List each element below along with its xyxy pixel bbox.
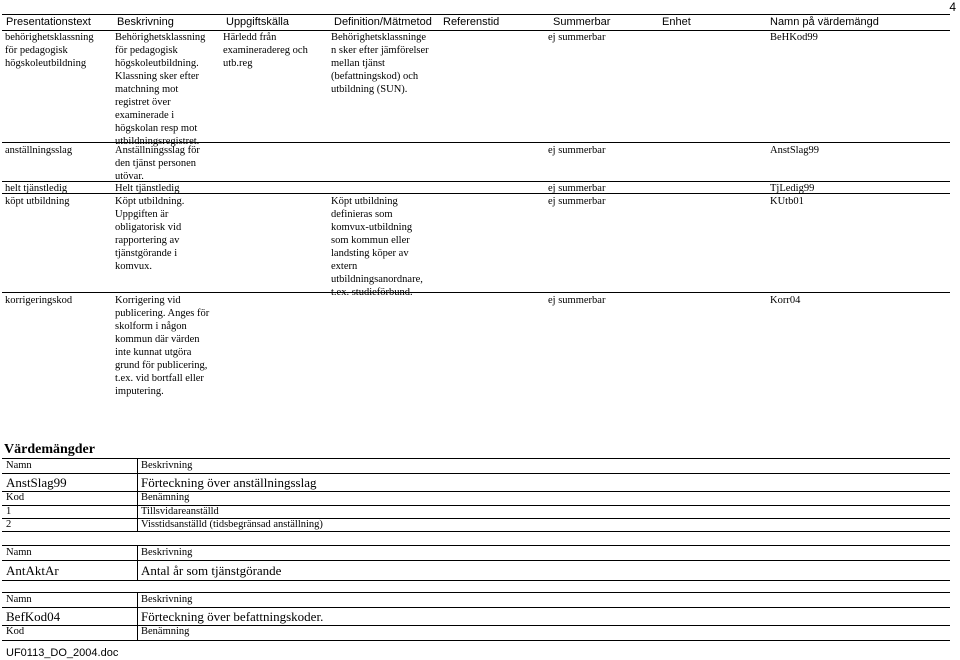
cell-beskrivning: Helt tjänstledig: [115, 183, 180, 194]
code-name: Tillsvidareanställd: [141, 506, 219, 517]
table-row: [2, 492, 950, 506]
table-row: [2, 593, 950, 608]
namn-label: Namn: [6, 594, 32, 605]
namn-label: Namn: [6, 547, 32, 558]
cell-beskrivning: Anställningsslag för den tjänst personen utövar.: [115, 145, 200, 182]
header-uppgiftskalla: Uppgiftskälla: [226, 16, 289, 28]
vardemangd-table: [2, 545, 950, 578]
table-row: [2, 608, 950, 626]
header-summerbar: Summerbar: [553, 16, 611, 28]
code-name: Visstidsanställd (tidsbegränsad anställning): [141, 519, 323, 530]
beskrivning-label: Beskrivning: [141, 460, 193, 471]
namn-label: Namn: [6, 460, 32, 471]
row-divider: [2, 292, 950, 293]
table-row: [2, 459, 950, 474]
benamning-label: Benämning: [141, 492, 190, 503]
benamning-label: Benämning: [141, 626, 190, 637]
vardemangd-name: AntAktAr: [6, 563, 59, 578]
cell-beskrivning: Köpt utbildning. Uppgiften är obligatorisk vid rapportering av tjänstgörande i komvux.: [115, 196, 185, 272]
beskrivning-label: Beskrivning: [141, 547, 193, 558]
vardemangder-title: Värdemängder: [4, 442, 95, 457]
cell-summerbar: ej summerbar: [548, 196, 606, 207]
table-row: [2, 474, 950, 492]
header-referenstid: Referenstid: [443, 16, 500, 28]
cell-summerbar: ej summerbar: [548, 32, 606, 43]
cell-definition: Behörighetsklassninge n sker efter jämförelser mellan tjänst (befattningskod) och utbildning (SUN).: [331, 32, 429, 95]
cell-definition: Köpt utbildning definieras som komvux-utbildning som kommun eller landsting köper av extern utbildningsanordnare, t.ex. studieförbund.: [331, 196, 423, 298]
cell-namn: AnstSlag99: [770, 145, 820, 156]
beskrivning-label: Beskrivning: [141, 594, 193, 605]
table-row: [2, 546, 950, 561]
cell-presentationstext: korrigeringskod: [5, 295, 73, 306]
header-enhet: Enhet: [662, 16, 691, 28]
table-row: [2, 561, 950, 581]
vardemangd-description: Förteckning över anställningsslag: [141, 475, 317, 490]
cell-summerbar: ej summerbar: [548, 183, 606, 194]
cell-summerbar: ej summerbar: [548, 145, 606, 156]
header-namn-pa-vardemangd: Namn på värdemängd: [770, 16, 879, 28]
row-divider: [2, 142, 950, 143]
cell-namn: KUtb01: [770, 196, 804, 207]
cell-presentationstext: behörighetsklassning för pedagogisk högskoleutbildning: [5, 32, 94, 69]
header-presentationstext: Presentationstext: [6, 16, 91, 28]
cell-namn: Korr04: [770, 295, 801, 306]
table-header: [2, 14, 950, 31]
document-filename: UF0113_DO_2004.doc: [6, 647, 119, 659]
row-divider: [2, 193, 950, 194]
cell-beskrivning: Behörighetsklassning för pedagogisk högskoleutbildning. Klassning sker efter matchning mot registret över examinerade i högskolan resp mot utbildningsregistret.: [115, 32, 206, 147]
vardemangd-description: Förteckning över befattningskoder.: [141, 609, 324, 624]
vardemangd-table: [2, 458, 950, 530]
kod-label: Kod: [6, 492, 25, 503]
cell-presentationstext: helt tjänstledig: [5, 183, 68, 194]
code: 1: [6, 506, 12, 517]
code: 2: [6, 519, 12, 530]
vardemangd-table: [2, 592, 950, 637]
cell-namn: TjLedig99: [770, 183, 815, 194]
header-definition: Definition/Mätmetod: [334, 16, 432, 28]
cell-presentationstext: köpt utbildning: [5, 196, 70, 207]
cell-presentationstext: anställningsslag: [5, 145, 73, 156]
cell-beskrivning: Korrigering vid publicering. Anges för skolform i någon kommun där värden inte kunnat utgöra grund för publicering, t.ex. vid bortfall eller imputering.: [115, 295, 210, 397]
cell-uppgiftskalla: Härledd från examineradereg och utb.reg: [223, 32, 308, 69]
vardemangd-description: Antal år som tjänstgörande: [141, 563, 282, 578]
vardemangd-name: AnstSlag99: [6, 475, 67, 490]
kod-label: Kod: [6, 626, 25, 637]
page-number: 4: [949, 0, 956, 14]
table-row: [2, 519, 950, 532]
cell-summerbar: ej summerbar: [548, 295, 606, 306]
table-row: [2, 626, 950, 641]
vardemangd-name: BefKod04: [6, 609, 61, 624]
table-row: [2, 506, 950, 519]
cell-namn: BeHKod99: [770, 32, 818, 43]
header-beskrivning: Beskrivning: [117, 16, 174, 28]
